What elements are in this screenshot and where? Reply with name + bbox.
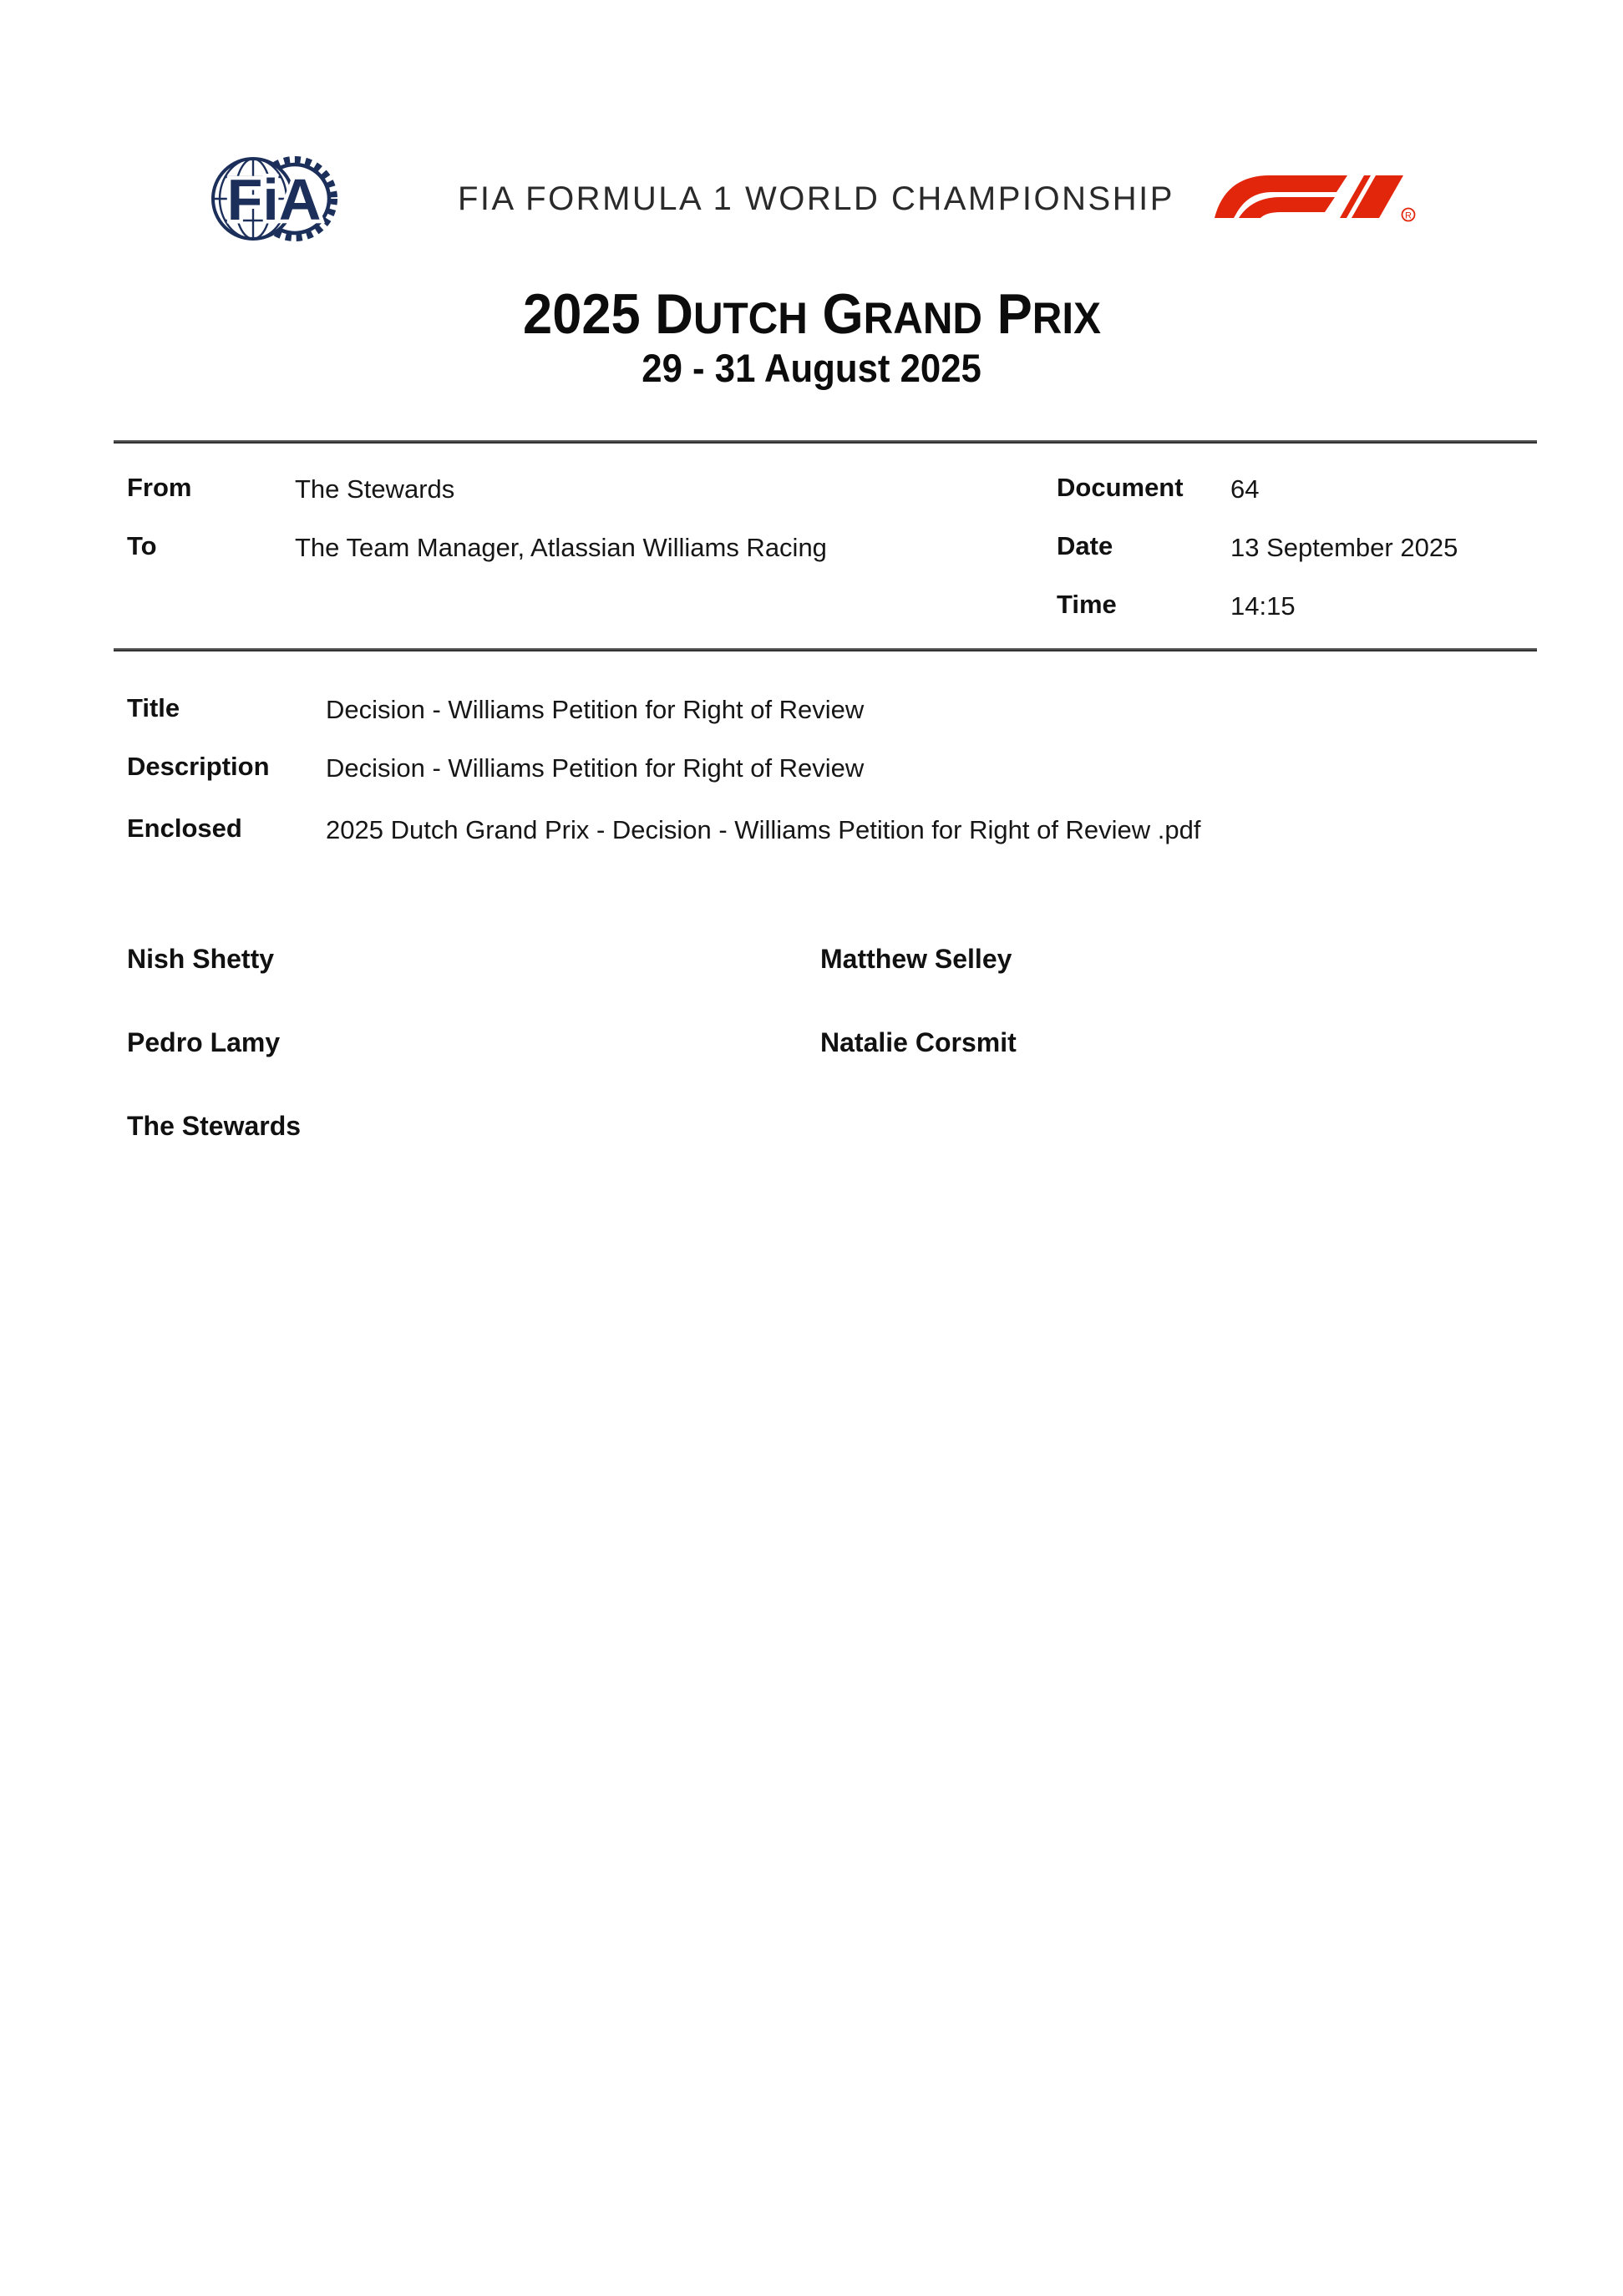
event-title-part: P [981,282,1032,346]
steward-name: Natalie Corsmit [820,1027,1017,1057]
to-value: The Team Manager, Atlassian Williams Racing [295,533,827,562]
event-title [0,282,1623,346]
time-value: 14:15 [1230,591,1296,621]
to-label: To [127,531,157,560]
f1-mark-icon [1215,175,1403,218]
document-value: 64 [1230,474,1260,504]
f1-logo [1213,170,1417,226]
event-dates: 29 - 31 August 2025 [642,346,981,390]
f1-registered-mark: R [1405,210,1412,221]
title-label: Title [127,693,180,722]
steward-name: Nish Shetty [127,944,275,974]
from-label: From [127,473,192,502]
event-title-part: G [807,282,864,346]
event-title-part: UTCH [692,294,808,343]
steward-name: Matthew Selley [820,944,1012,974]
fia-logo-text: FiA [226,167,322,232]
championship-title: FIA FORMULA 1 WORLD CHAMPIONSHIP [458,180,1174,217]
description-label: Description [127,752,270,781]
stewards-footer: The Stewards [127,1111,302,1141]
enclosed-value: 2025 Dutch Grand Prix - Decision - Williams Petition for Right of Review .pdf [326,815,1201,844]
event-title-part: 2025 D [522,282,693,346]
event-title-part: RIX [1032,294,1101,343]
date-label: Date [1057,531,1113,560]
time-label: Time [1057,590,1117,619]
horizontal-rule-top [114,440,1537,443]
date-value: 13 September 2025 [1230,533,1458,562]
event-title-part: RAND [863,294,982,343]
title-value: Decision - Williams Petition for Right of Review [326,695,865,724]
horizontal-rule-bottom [114,648,1537,651]
enclosed-label: Enclosed [127,813,242,843]
steward-name: Pedro Lamy [127,1027,281,1057]
fia-logo [210,154,339,244]
document-label: Document [1057,473,1184,502]
description-value: Decision - Williams Petition for Right of Review [326,753,865,783]
from-value: The Stewards [295,474,455,504]
